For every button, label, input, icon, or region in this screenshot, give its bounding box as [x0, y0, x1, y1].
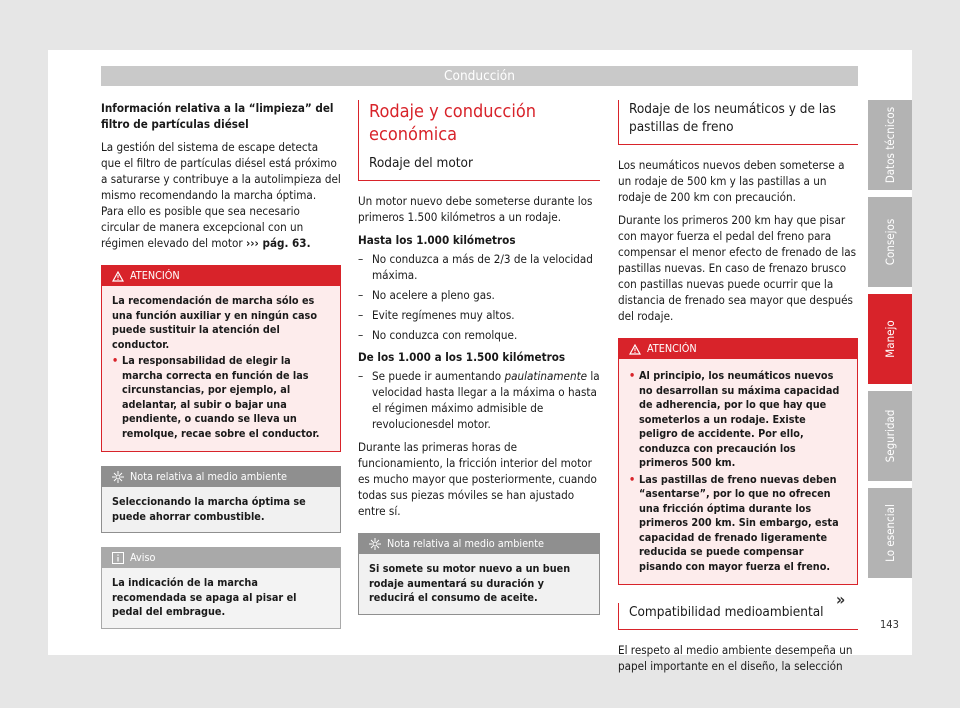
- page-number: 143: [880, 618, 899, 631]
- page-reference-link[interactable]: ››› pág. 63: [245, 236, 307, 250]
- warning-header: ATENCIÓN: [102, 266, 340, 286]
- env-header: Nota relativa al medio ambiente: [102, 467, 340, 487]
- warning-box-1: [101, 265, 341, 452]
- chapter-heading-block: [358, 100, 600, 181]
- info-icon: [112, 552, 124, 564]
- list-item: – Se puede ir aumentando paulatinamente la velocidad hasta llegar a la máxima o hasta el régimen máximo admisible de revolucionesdel motor.: [358, 368, 600, 432]
- tab-lo-esencial[interactable]: Lo esencial: [868, 488, 912, 578]
- env-header: Nota relativa al medio ambiente: [359, 534, 599, 554]
- section-header: Conducción: [101, 66, 858, 86]
- tab-manejo[interactable]: Manejo: [868, 294, 912, 384]
- column-3: [618, 100, 858, 681]
- chapter-title: Rodaje y conducción económica: [369, 101, 536, 145]
- continue-arrow: »: [836, 590, 846, 609]
- info-header: Aviso: [102, 548, 340, 568]
- warning-box-2: [618, 338, 858, 585]
- leaf-icon: [369, 538, 381, 550]
- tyres-title: Rodaje de los neumáticos y de las pastillas de freno: [629, 101, 836, 135]
- leaf-icon: [112, 471, 124, 483]
- warning-bullet: • La responsabilidad de elegir la marcha correcta en función de las circunstancias, por ejemplo, al adelantar, al subir o bajar una pendiente, o cuando se lleva un remolque, recae sobre el conductor.: [112, 354, 330, 441]
- tyres-paragraph-1: Los neumáticos nuevos deben someterse a un rodaje de 500 km y las pastillas a un rodaje de 200 km con precaución.: [618, 158, 845, 204]
- environment-paragraph: El respeto al medio ambiente desempeña un papel importante en el diseño, la selección: [618, 643, 853, 673]
- warning-bullet: • Al principio, los neumáticos nuevos no desarrollan su máxima capacidad de adherencia, por lo que hay que someterlos a un rodaje. Existe peligro de accidente. Por ello, conduzca con precaución los primeros 500 km.: [629, 369, 847, 471]
- list-item: – No conduzca a más de 2/3 de la velocidad máxima.: [358, 251, 600, 283]
- environment-note-1: [101, 466, 341, 533]
- list-item: – No acelere a pleno gas.: [358, 287, 600, 303]
- environment-title: Compatibilidad medioambiental: [629, 604, 824, 620]
- section-title: Rodaje del motor: [369, 155, 473, 171]
- list-item: – No conduzca con remolque.: [358, 327, 600, 343]
- environment-note-2: [358, 533, 600, 615]
- warning-icon: [629, 344, 641, 355]
- column-1: [101, 100, 341, 641]
- warning-bullet: • Las pastillas de freno nuevas deben “asentarse”, por lo que no ofrecen una fricción óptima durante los primeros 200 km. Sin embargo, esta capacidad de frenado ligeramente reducida se puede compensar pisando con mayor fuerza el freno.: [629, 473, 847, 575]
- subheading-1500km: De los 1.000 a los 1.500 kilómetros: [358, 350, 566, 364]
- tab-seguridad[interactable]: Seguridad: [868, 391, 912, 481]
- intro-paragraph: Un motor nuevo debe someterse durante los primeros 1.500 kilómetros a un rodaje.: [358, 194, 593, 224]
- env-text: Seleccionando la marcha óptima se puede ahorrar combustible.: [112, 495, 306, 523]
- warning-icon: [112, 271, 124, 282]
- tyres-paragraph-2: Durante los primeros 200 km hay que pisar con mayor fuerza el pedal del freno para compensar el menor efecto de frenado de las pastillas nuevas. En caso de frenazo brusco con pastillas nuevas puede ocurrir que la distancia de frenado sea mayor que después del rodaje.: [618, 213, 857, 323]
- warning-text: La recomendación de marcha sólo es una función auxiliar y en ningún caso puede sustituir la atención del conductor.: [112, 294, 318, 351]
- tab-datos-tecnicos[interactable]: Datos técnicos: [868, 100, 912, 190]
- info-box-1: [101, 547, 341, 629]
- subheading-1000km: Hasta los 1.000 kilómetros: [358, 233, 516, 247]
- friction-paragraph: Durante las primeras horas de funcionamiento, la fricción interior del motor es mucho mayor que posteriormente, cuando todas sus piezas móviles se han ajustado entre sí.: [358, 440, 597, 518]
- info-text: La indicación de la marcha recomendada se apaga al pisar el pedal del embrague.: [112, 576, 297, 618]
- environment-heading-block: [618, 603, 858, 630]
- dpf-paragraph: La gestión del sistema de escape detecta que el filtro de partículas diésel está próximo a saturarse y contribuye a la autolimpieza del mismo recomendando la marcha óptima. Para ello es posible que sea necesario circular de manera excepcional con un régimen elevado del motor ››› pág. 63.: [101, 140, 341, 250]
- column-2: [358, 100, 600, 627]
- list-item: – Evite regímenes muy altos.: [358, 307, 600, 323]
- tab-consejos[interactable]: Consejos: [868, 197, 912, 287]
- warning-header: ATENCIÓN: [619, 339, 857, 359]
- dpf-heading: Información relativa a la “limpieza” del filtro de partículas diésel: [101, 101, 334, 131]
- tyres-heading-block: [618, 100, 858, 145]
- env-text: Si somete su motor nuevo a un buen rodaje aumentará su duración y reducirá el consumo de aceite.: [369, 562, 571, 604]
